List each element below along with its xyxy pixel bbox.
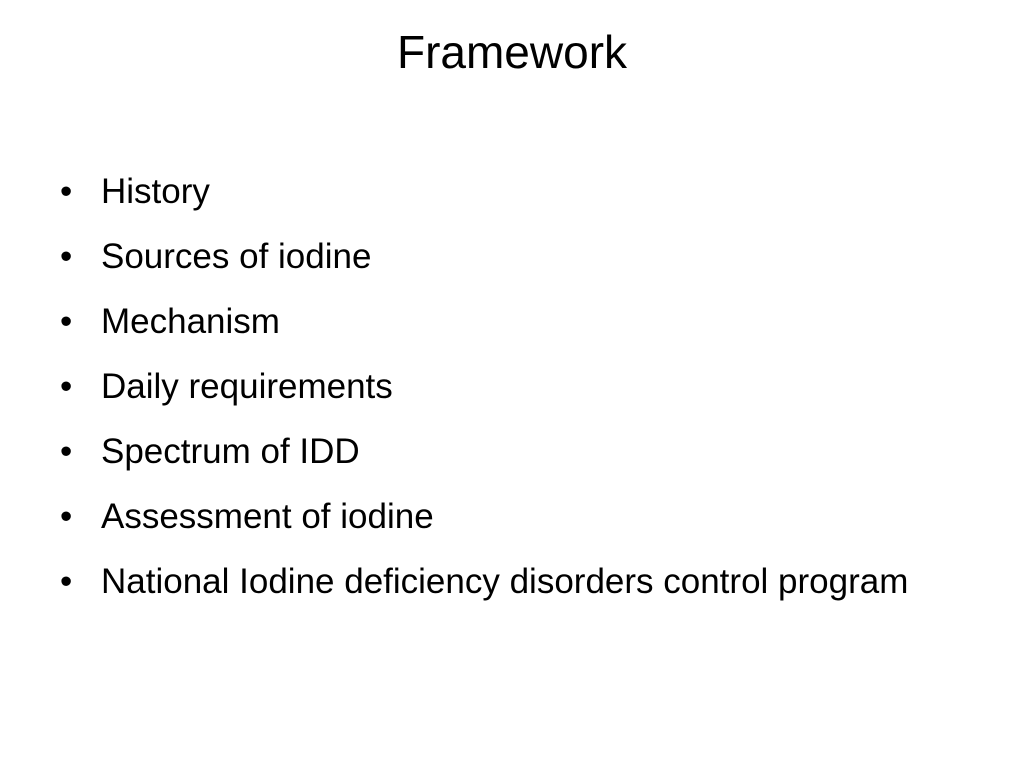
bullet-text: History	[101, 172, 210, 211]
bullet-icon: •	[60, 432, 73, 471]
bullet-icon: •	[60, 497, 73, 536]
bullet-text: Daily requirements	[101, 367, 393, 406]
list-item	[58, 425, 958, 478]
bullet-text: Spectrum of IDD	[101, 432, 360, 471]
list-item	[58, 360, 958, 413]
list-item	[58, 165, 958, 218]
bullet-icon: •	[60, 562, 73, 601]
bullet-list	[58, 165, 958, 620]
list-item	[58, 490, 958, 543]
slide-title: Framework	[396, 26, 628, 78]
bullet-icon: •	[60, 302, 73, 341]
bullet-text: Assessment of iodine	[101, 497, 434, 536]
bullet-icon: •	[60, 237, 73, 276]
bullet-text: National Iodine deficiency disorders control program	[101, 562, 909, 601]
list-item	[58, 295, 958, 348]
list-item	[58, 230, 958, 283]
bullet-text: Mechanism	[101, 302, 280, 341]
list-item	[58, 555, 931, 608]
bullet-icon: •	[60, 367, 73, 406]
bullet-icon: •	[60, 172, 73, 211]
bullet-text: Sources of iodine	[101, 237, 372, 276]
